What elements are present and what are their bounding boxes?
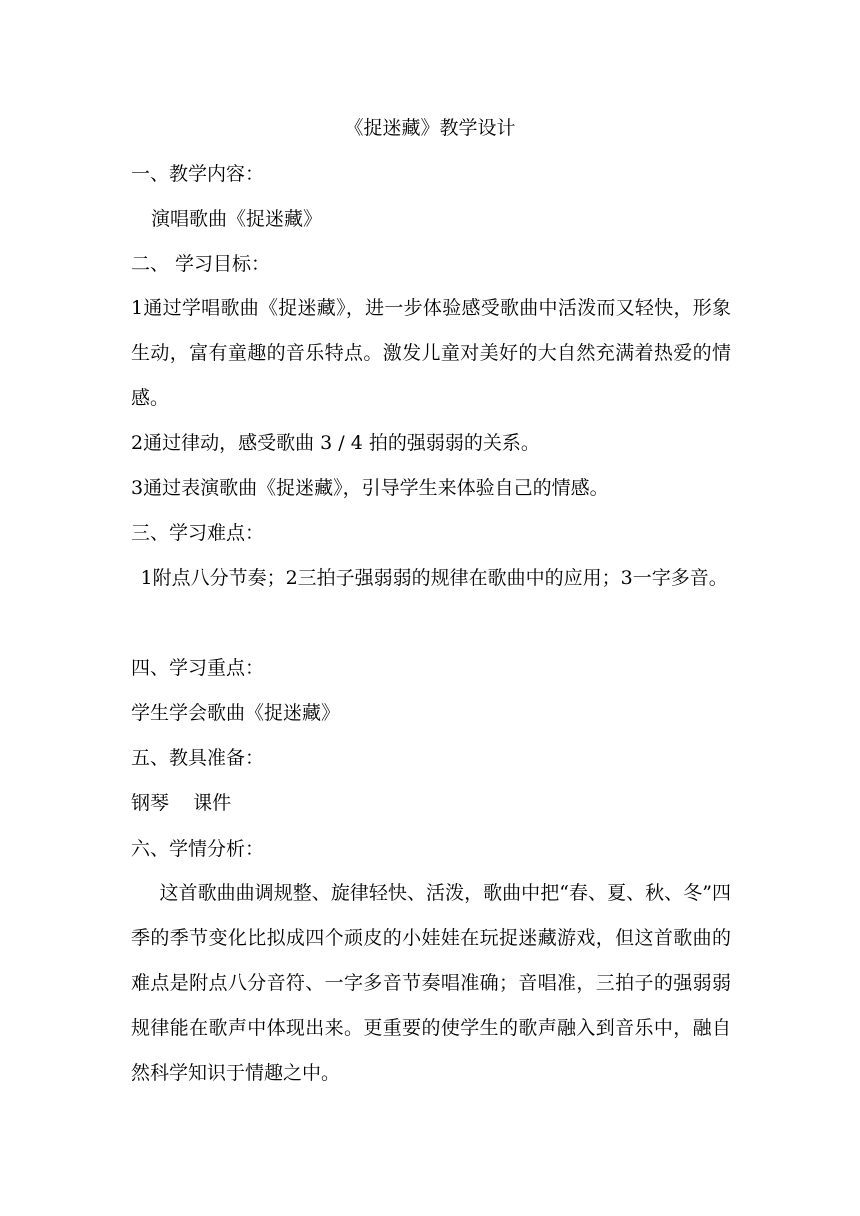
section-heading-materials: 五、教具准备： bbox=[131, 747, 265, 769]
section-body-materials: 钢琴 课件 bbox=[131, 792, 232, 814]
section-body-content: 演唱歌曲《捉迷藏》 bbox=[151, 208, 323, 230]
section-body-key-points: 学生学会歌曲《捉迷藏》 bbox=[131, 702, 341, 724]
goal-item-3: 3通过表演歌曲《捉迷藏》，引导学生来体验自己的情感。 bbox=[131, 477, 609, 499]
document-title: 《捉迷藏》教学设计 bbox=[344, 117, 516, 139]
section-body-difficulties: 1附点八分节奏；2三拍子强弱弱的规律在歌曲中的应用；3一字多音。 bbox=[140, 567, 728, 589]
section-heading-content: 一、教学内容： bbox=[131, 163, 265, 185]
goal-item-1: 1通过学唱歌曲《捉迷藏》，进一步体验感受歌曲中活泼而又轻快，形象生动，富有童趣的音乐特点。激发儿童对美好的大自然充满着热爱的情感。 bbox=[131, 297, 731, 409]
section-heading-goals: 二、 学习目标： bbox=[131, 253, 271, 275]
goal-item-2: 2通过律动，感受歌曲 3 / 4 拍的强弱弱的关系。 bbox=[131, 432, 540, 454]
section-heading-analysis: 六、学情分析： bbox=[131, 838, 265, 860]
section-heading-difficulties: 三、学习难点： bbox=[131, 522, 265, 544]
section-heading-key-points: 四、学习重点： bbox=[131, 657, 265, 679]
section-body-analysis: 这首歌曲曲调规整、旋律轻快、活泼，歌曲中把“春、夏、秋、冬”四季的季节变化比拟成四个顽皮的小娃娃在玩捉迷藏游戏，但这首歌曲的难点是附点八分音符、一字多音节奏唱准确；音唱准，三拍子的强弱弱规律能在歌声中体现出来。更重要的使学生的歌声融入到音乐中，融自然科学知识于情趣之中。 bbox=[131, 882, 731, 1084]
